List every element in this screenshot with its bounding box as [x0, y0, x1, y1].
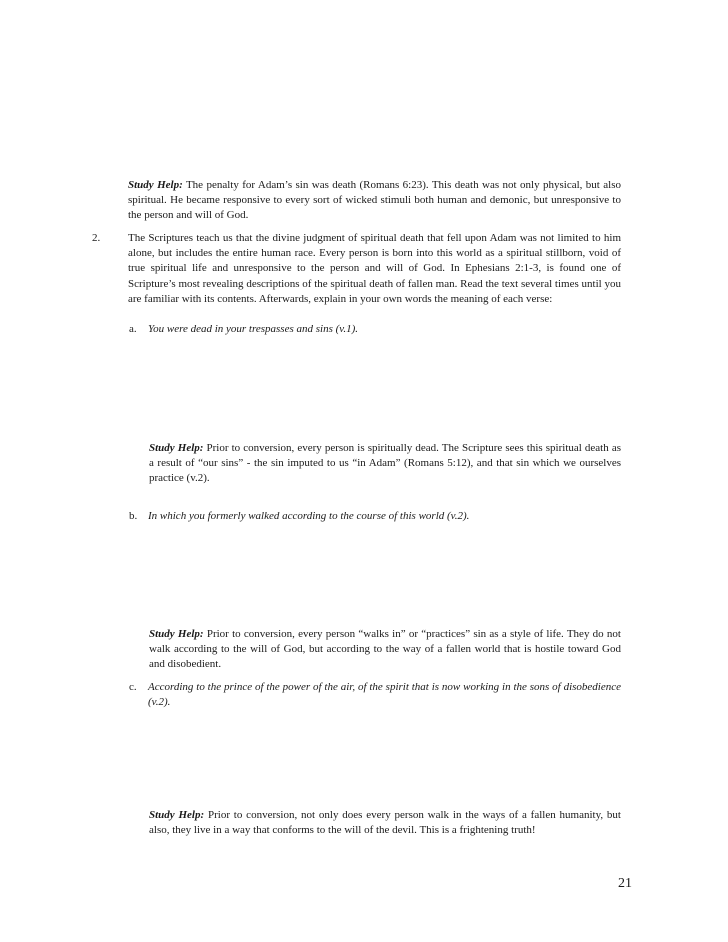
item-2-text: The Scriptures teach us that the divine judgment of spiritual death that fell upon Adam was not limited to him alone, but includes the entire human race. Every person is born into this world as a spiritual stillborn, void of true spiritual life and unresponsive to the person and will of God. In Ephesians 2:1-3, is found one of Scripture’s most revealing descriptions of the spiritual death of fallen man. Read the text several times until you are familiar with its contents. Afterwards, explain in your own words the meaning of each verse:: [128, 232, 621, 305]
study-help-text: Prior to conversion, not only does every person walk in the ways of a fallen humanity, but also, they live in a way that conforms to the will of the devil. This is a frightening truth!: [149, 809, 621, 837]
study-help-label: Study Help:: [128, 179, 183, 191]
verse-c: According to the prince of the power of the air, of the spirit that is now working in the sons of disobedience (v.2).: [148, 681, 621, 709]
study-help-b: [149, 627, 621, 673]
study-help-text: The penalty for Adam’s sin was death (Romans 6:23). This death was not only physical, but also spiritual. He became responsive to every sort of wicked stimuli both human and demonic, but unresponsive to the person and will of God.: [128, 179, 621, 222]
study-help-label: Study Help:: [149, 628, 204, 640]
study-help-label: Study Help:: [149, 442, 204, 454]
sub-item-letter-a: a.: [129, 323, 137, 335]
verse-b: In which you formerly walked according to the course of this world (v.2).: [148, 510, 470, 522]
study-help-label: Study Help:: [149, 809, 205, 821]
page-number: 21: [618, 876, 632, 891]
study-help-c: [149, 808, 621, 838]
sub-item-letter-c: c.: [129, 681, 137, 693]
verse-a: You were dead in your trespasses and sins (v.1).: [148, 323, 359, 335]
item-number: 2.: [92, 232, 101, 244]
study-help-1: [128, 178, 621, 224]
study-help-text: Prior to conversion, every person “walks in” or “practices” sin as a style of life. They do not walk according to the will of God, but according to the way of a fallen world that is hostile toward God and disobedient.: [149, 628, 621, 671]
sub-item-letter-b: b.: [129, 510, 138, 522]
study-help-text: Prior to conversion, every person is spiritually dead. The Scripture sees this spiritual death as a result of “our sins” - the sin imputed to us “in Adam” (Romans 5:12), and that sin which we ourselves practice (v.2).: [149, 442, 621, 485]
study-help-a: [149, 441, 621, 487]
